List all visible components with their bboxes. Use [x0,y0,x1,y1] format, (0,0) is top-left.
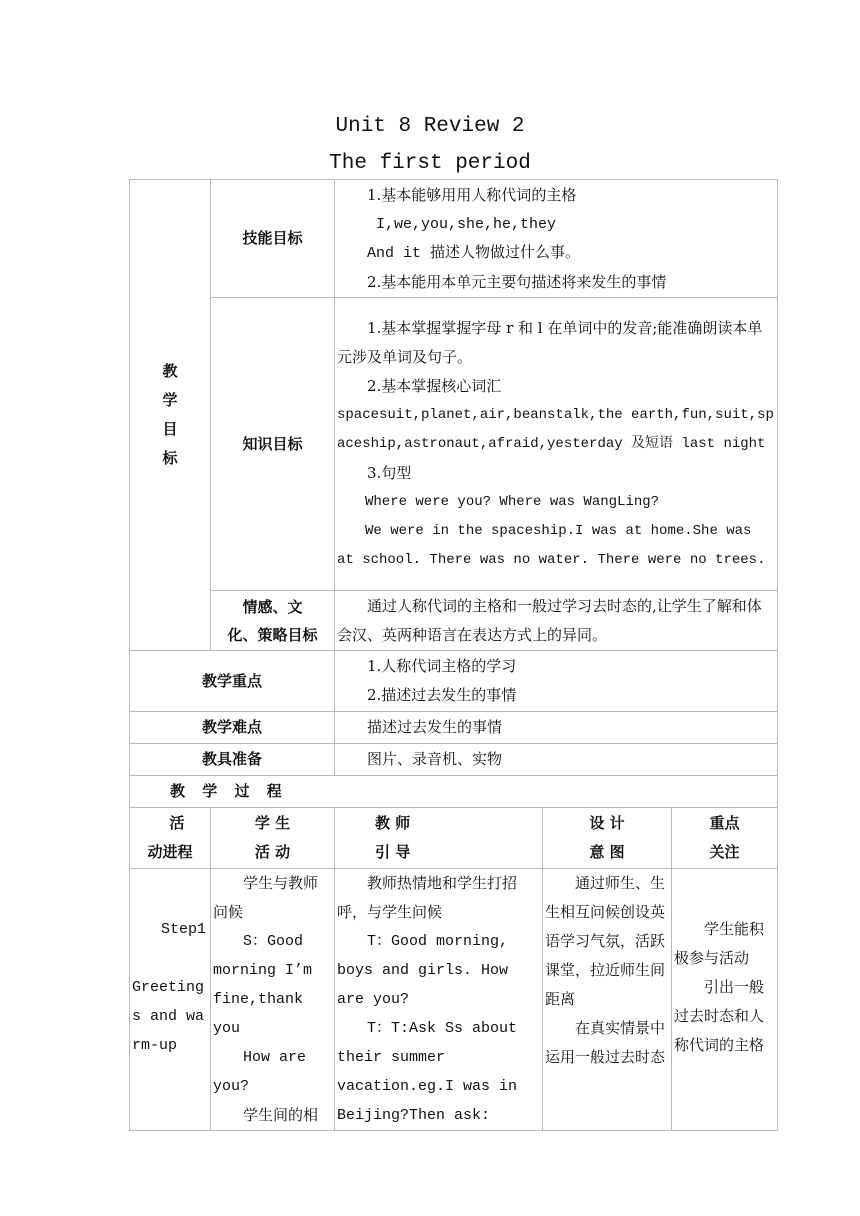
key-points-label: 教学重点 [130,651,335,712]
emotion-objective-label: 情感、文 化、策略目标 [211,591,335,651]
lesson-plan-table [129,179,778,1131]
materials-row [130,744,778,776]
difficulties-label: 教学难点 [130,712,335,744]
step1-teacher: 教师热情地和学生打招呼，与学生问候 T：Good morning, boys and girls. How are you? T：T:Ask Ss about their summer vacation.eg.I was in Beijing?Then ask: [335,869,543,1131]
step1-focus: 学生能积极参与活动 引出一般过去时态和人称代词的主格 [672,869,778,1131]
objective-emotion-row [130,591,778,651]
emotion-objective-content: 通过人称代词的主格和一般过学习去时态的,让学生了解和体会汉、英两种语言在表达方式上的异同。 [335,591,778,651]
objectives-label: 教 学 目 标 [130,180,211,651]
page-subtitle: The first period [329,152,531,175]
knowledge-objective-content: 1.基本掌握掌握字母 r 和 l 在单词中的发音;能准确朗读本单元涉及单词及句子。 2.基本掌握核心词汇 spacesuit,planet,air,beanstalk,the earth,fun,suit,spaceship,astronaut,afraid,yesterday 及短语 last night 3.句型 Where were you? Where was WangLing? We were in the spaceship.I was at home.She was at school. There was no water. There were no trees. [335,298,778,591]
header-focus: 重点 关注 [672,808,778,869]
process-heading: 教 学 过 程 [130,776,778,808]
header-stage: 活 动进程 [130,808,211,869]
key-points-content: 1.人称代词主格的学习 2.描述过去发生的事情 [335,651,778,712]
materials-content: 图片、录音机、实物 [335,744,778,776]
step1-row [130,869,778,1131]
difficulties-content: 描述过去发生的事情 [335,712,778,744]
materials-label: 教具准备 [130,744,335,776]
objective-skill-row [130,180,778,298]
skill-objective-label: 技能目标 [211,180,335,298]
step1-student: 学生与教师问候 S：Good morning I’m fine,thank you How are you? 学生间的相 [211,869,335,1131]
key-points-row [130,651,778,712]
header-purpose: 设 计 意 图 [543,808,672,869]
step1-stage: Step1 Greetings and warm-up [130,869,211,1131]
header-teacher: 教 师 引 导 [335,808,543,869]
step1-purpose: 通过师生、生生相互问候创设英语学习气氛，活跃课堂，拉近师生间距离 在真实情景中运用一般过去时态 [543,869,672,1131]
skill-objective-content: 1.基本能够用用人称代词的主格 I,we,you,she,he,they And it 描述人物做过什么事。 2.基本能用本单元主要句描述将来发生的事情 [335,180,778,298]
page-title: Unit 8 Review 2 [335,115,525,138]
process-heading-row [130,776,778,808]
objective-knowledge-row [130,298,778,591]
process-header-row [130,808,778,869]
difficulties-row [130,712,778,744]
header-student: 学 生 活 动 [211,808,335,869]
knowledge-objective-label: 知识目标 [211,298,335,591]
